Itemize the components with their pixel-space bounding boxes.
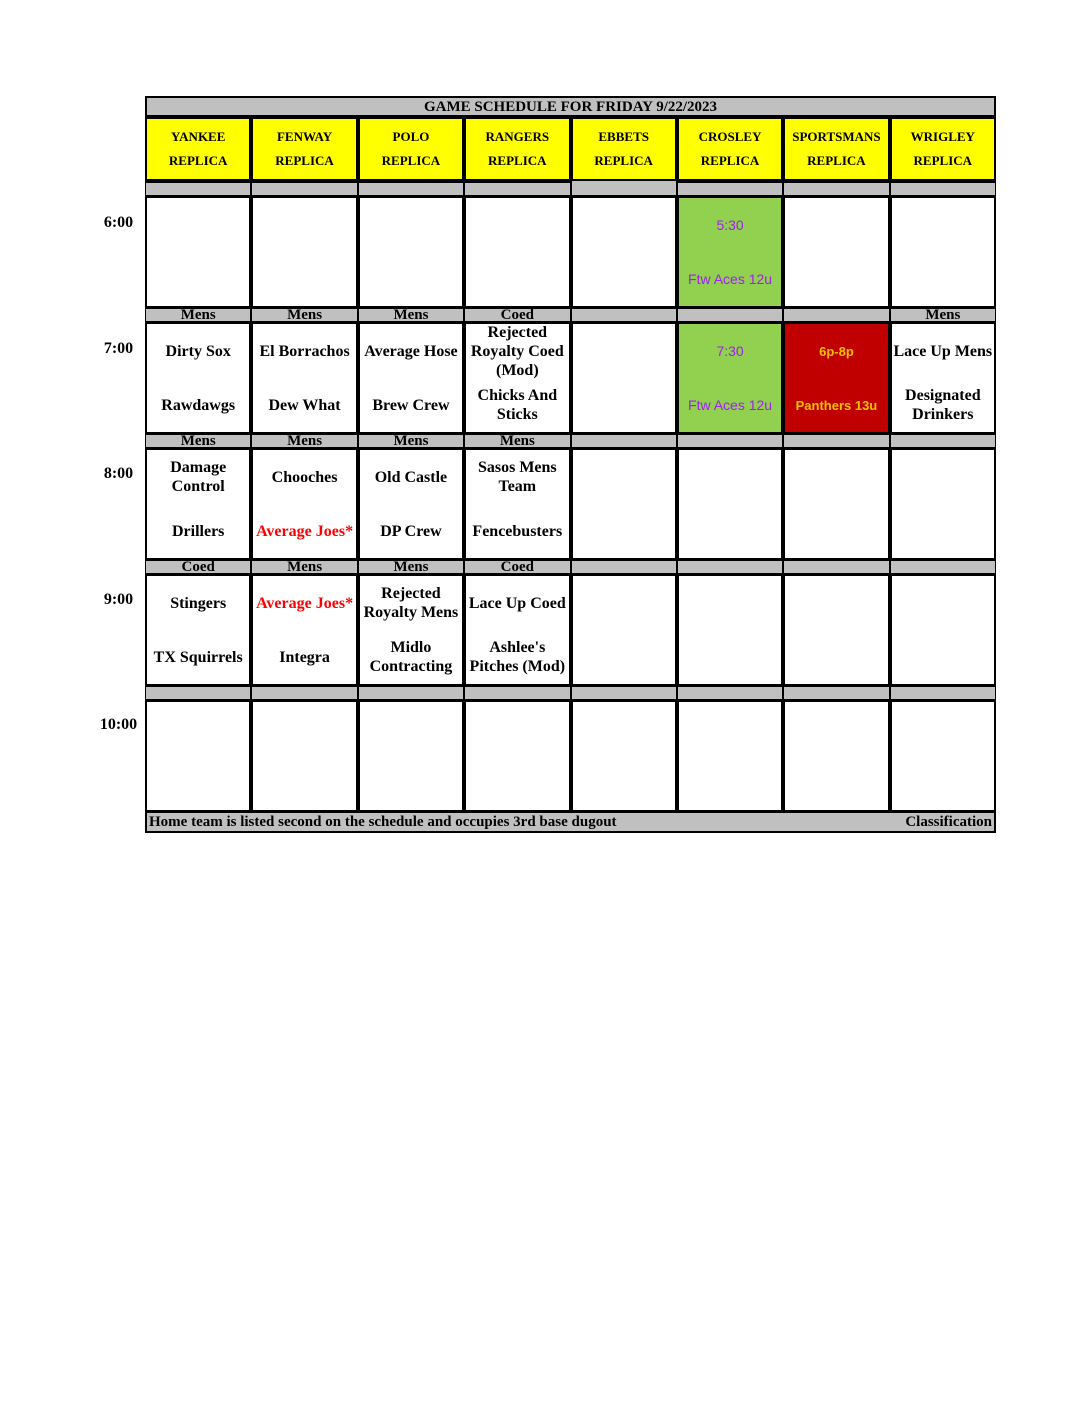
away-team [466, 702, 568, 756]
home-team: Ftw Aces 12u [688, 270, 773, 287]
home-team [360, 756, 462, 810]
classification-row [145, 559, 996, 575]
home-team [892, 252, 994, 306]
classification-cell [677, 433, 783, 449]
away-team [785, 576, 887, 630]
time-label: 10:00 [99, 716, 138, 733]
away-team [892, 576, 994, 630]
home-team [253, 252, 355, 306]
classification-cell: Mens [358, 559, 464, 575]
field-name: YANKEE [170, 129, 226, 144]
away-team [573, 198, 675, 252]
home-team: TX Squirrels [153, 648, 243, 666]
away-team [360, 702, 462, 756]
home-team: Integra [279, 648, 330, 666]
classification-cell [783, 433, 889, 449]
classification-cell: Mens [251, 433, 357, 449]
field-header-rangers [464, 117, 570, 181]
game-cell [145, 701, 251, 811]
game-row [145, 449, 996, 559]
game-cell [464, 197, 570, 307]
game-cell [677, 197, 783, 307]
classification-cell [358, 685, 464, 701]
game-cell [677, 701, 783, 811]
field-subtitle: REPLICA [381, 153, 441, 168]
away-team: 5:30 [716, 216, 744, 233]
game-cell [677, 575, 783, 685]
game-cell [145, 575, 251, 685]
classification-row [145, 685, 996, 701]
classification-cell [890, 181, 996, 197]
game-cell [145, 449, 251, 559]
away-team: Dirty Sox [165, 342, 231, 360]
game-cell [251, 323, 357, 433]
classification-row [145, 433, 996, 449]
classification-cell [571, 181, 677, 197]
field-header-polo [358, 117, 464, 181]
game-cell [358, 575, 464, 685]
game-cell [890, 449, 996, 559]
away-team: Chooches [271, 468, 338, 486]
game-cell [464, 701, 570, 811]
away-team [785, 198, 887, 252]
home-team [679, 630, 781, 684]
field-name: POLO [392, 129, 430, 144]
home-team [147, 252, 249, 306]
field-header-row [145, 117, 996, 181]
game-cell [890, 701, 996, 811]
time-label: 9:00 [103, 591, 134, 608]
field-name: RANGERS [485, 129, 550, 144]
home-team [785, 504, 887, 558]
game-cell [783, 449, 889, 559]
classification-cell [571, 559, 677, 575]
away-team [785, 450, 887, 504]
classification-cell: Mens [358, 433, 464, 449]
classification-cell [783, 181, 889, 197]
classification-cell: Mens [251, 307, 357, 323]
game-cell [145, 197, 251, 307]
field-subtitle: REPLICA [168, 153, 228, 168]
game-cell [358, 449, 464, 559]
home-team [573, 756, 675, 810]
classification-cell: Mens [358, 307, 464, 323]
field-header-crosley [677, 117, 783, 181]
field-header-ebbets [571, 117, 677, 181]
game-cell [783, 701, 889, 811]
game-cell [464, 449, 570, 559]
classification-cell: Mens [145, 433, 251, 449]
schedule-table [145, 96, 996, 833]
home-team: Brew Crew [372, 396, 450, 414]
away-team [360, 198, 462, 252]
away-team: Rejected Royalty Coed (Mod) [470, 323, 564, 379]
away-team [147, 198, 249, 252]
schedule-footer [145, 811, 996, 833]
home-team [573, 504, 675, 558]
away-team: 6p-8p [819, 343, 854, 359]
classification-cell [464, 181, 570, 197]
game-row [145, 701, 996, 811]
home-team [573, 378, 675, 432]
game-cell [571, 449, 677, 559]
classification-cell: Mens [251, 559, 357, 575]
classification-cell [677, 685, 783, 701]
away-team [892, 198, 994, 252]
game-cell [571, 197, 677, 307]
away-team [679, 702, 781, 756]
classification-cell [145, 685, 251, 701]
home-team: Fencebusters [472, 522, 563, 540]
away-team [253, 198, 355, 252]
game-cell [251, 701, 357, 811]
home-team: Dew What [268, 396, 341, 414]
field-subtitle: REPLICA [700, 153, 760, 168]
game-row [145, 323, 996, 433]
game-cell [783, 575, 889, 685]
home-team: Panthers 13u [795, 397, 878, 413]
away-team [679, 450, 781, 504]
game-cell [783, 323, 889, 433]
home-team [785, 756, 887, 810]
home-team [785, 630, 887, 684]
field-header-sportsmans [783, 117, 889, 181]
game-cell [571, 323, 677, 433]
away-team [466, 198, 568, 252]
classification-cell [571, 307, 677, 323]
away-team: Lace Up Mens [893, 342, 993, 360]
classification-cell [783, 559, 889, 575]
away-team: Sasos Mens Team [477, 459, 557, 495]
classification-cell: Coed [145, 559, 251, 575]
time-label: 8:00 [103, 465, 134, 482]
home-team [253, 756, 355, 810]
away-team: Lace Up Coed [468, 594, 566, 612]
home-team: DP Crew [380, 522, 442, 540]
classification-row [145, 181, 996, 197]
away-team [785, 702, 887, 756]
game-row [145, 197, 996, 307]
game-cell [251, 197, 357, 307]
home-team: Ashlee's Pitches (Mod) [469, 639, 566, 675]
away-team [892, 450, 994, 504]
home-team [466, 756, 568, 810]
classification-cell [677, 307, 783, 323]
field-name: EBBETS [598, 129, 649, 144]
game-cell [464, 575, 570, 685]
away-team [573, 450, 675, 504]
field-header-yankee [145, 117, 251, 181]
game-cell [677, 323, 783, 433]
home-team [466, 252, 568, 306]
home-team: Ftw Aces 12u [688, 396, 773, 413]
schedule-title: GAME SCHEDULE FOR FRIDAY 9/22/2023 [145, 96, 996, 117]
time-label: 6:00 [103, 214, 134, 231]
away-team [573, 702, 675, 756]
home-team [892, 630, 994, 684]
classification-cell [783, 307, 889, 323]
classification-cell [571, 685, 677, 701]
home-team: Drillers [171, 522, 225, 540]
away-team: Old Castle [374, 468, 448, 486]
home-team [892, 504, 994, 558]
field-header-fenway [251, 117, 357, 181]
home-team: Average Joes* [256, 522, 354, 540]
away-team [679, 576, 781, 630]
game-cell [571, 575, 677, 685]
game-cell [145, 323, 251, 433]
away-team: 7:30 [716, 342, 744, 359]
classification-cell: Mens [890, 307, 996, 323]
away-team: Average Joes* [256, 594, 354, 612]
game-cell [890, 323, 996, 433]
home-team [573, 630, 675, 684]
home-team [785, 252, 887, 306]
away-team: Average Hose [364, 342, 458, 360]
classification-cell [677, 181, 783, 197]
game-cell [890, 575, 996, 685]
game-cell [358, 701, 464, 811]
home-team: Rawdawgs [161, 396, 236, 414]
game-row [145, 575, 996, 685]
field-name: SPORTSMANS [792, 129, 881, 144]
home-team [679, 756, 781, 810]
away-team [147, 702, 249, 756]
classification-cell [358, 181, 464, 197]
classification-cell [571, 433, 677, 449]
away-team [892, 702, 994, 756]
field-subtitle: REPLICA [275, 153, 334, 168]
field-name: WRIGLEY [910, 129, 975, 144]
home-team: Designated Drinkers [905, 387, 981, 423]
field-name: CROSLEY [698, 129, 762, 144]
time-label: 7:00 [103, 340, 134, 357]
game-cell [783, 197, 889, 307]
classification-cell [251, 685, 357, 701]
classification-cell: Mens [145, 307, 251, 323]
game-cell [251, 575, 357, 685]
classification-cell [464, 685, 570, 701]
away-team: Stingers [170, 594, 227, 612]
classification-cell [251, 181, 357, 197]
classification-row [145, 307, 996, 323]
classification-cell [890, 559, 996, 575]
game-cell [358, 197, 464, 307]
away-team: El Borrachos [259, 342, 350, 360]
classification-cell [677, 559, 783, 575]
game-cell [358, 323, 464, 433]
home-team [360, 252, 462, 306]
home-team: Midlo Contracting [369, 639, 453, 675]
away-team: Damage Control [170, 459, 227, 495]
classification-cell [783, 685, 889, 701]
home-team [679, 504, 781, 558]
away-team [253, 702, 355, 756]
field-header-wrigley [890, 117, 996, 181]
game-cell [464, 323, 570, 433]
field-name: FENWAY [276, 129, 333, 144]
game-cell [251, 449, 357, 559]
game-cell [677, 449, 783, 559]
home-team [573, 252, 675, 306]
home-team: Chicks And Sticks [477, 387, 558, 423]
footer-classification-label: Classification [905, 813, 992, 830]
away-team: Rejected Royalty Mens [363, 585, 459, 621]
classification-cell: Mens [464, 433, 570, 449]
classification-cell: Coed [464, 307, 570, 323]
away-team [573, 324, 675, 378]
field-subtitle: REPLICA [913, 153, 973, 168]
game-cell [890, 197, 996, 307]
classification-cell: Coed [464, 559, 570, 575]
field-subtitle: REPLICA [807, 153, 866, 168]
footer-note: Home team is listed second on the schedule and occupies 3rd base dugout [149, 813, 617, 830]
field-subtitle: REPLICA [488, 153, 547, 168]
game-cell [571, 701, 677, 811]
field-subtitle: REPLICA [594, 153, 653, 168]
home-team [147, 756, 249, 810]
classification-cell [890, 433, 996, 449]
classification-cell [145, 181, 251, 197]
away-team [573, 576, 675, 630]
home-team [892, 756, 994, 810]
classification-cell [890, 685, 996, 701]
